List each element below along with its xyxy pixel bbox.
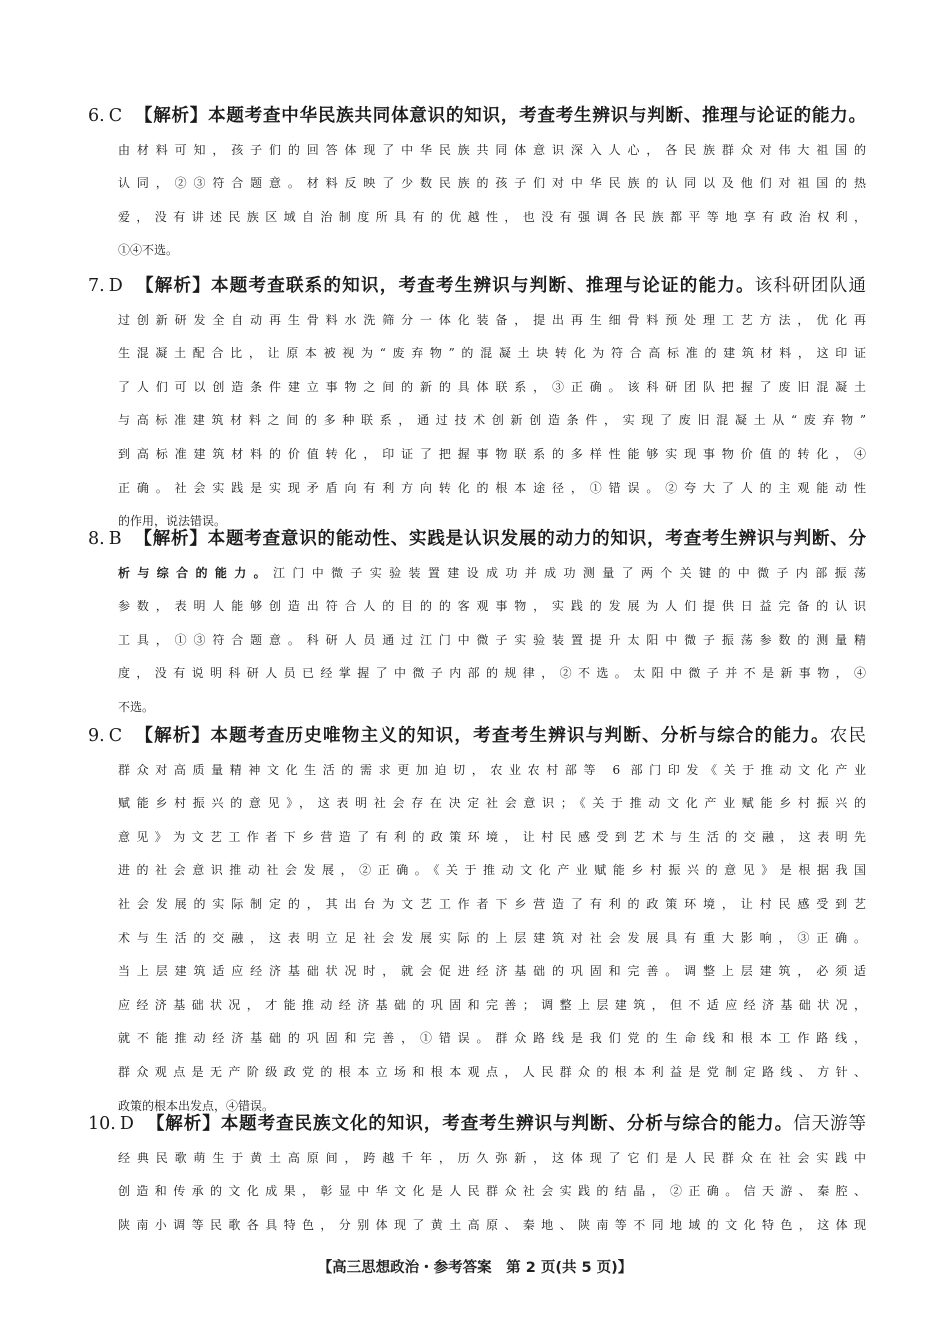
analysis-intro-continued: 析与综合的能力。 <box>118 565 273 580</box>
item-first-line <box>88 1108 866 1142</box>
text-line: 参数，表明人能够创造出符合人的目的的客观事物，实践的发展为人们提供日益完备的认识 <box>118 599 866 614</box>
answer-letter: C <box>108 726 123 746</box>
text-line: 群众对高质量精神文化生活的需求更加迫切，农业农村部等 6 部门印发《关于推动文化产业 <box>118 762 866 777</box>
text-line <box>88 557 866 591</box>
question-number: 10. <box>88 1114 116 1134</box>
answer-item-10 <box>88 1108 866 1242</box>
text-line: 认同，②③符合题意。材料反映了少数民族的孩子们对中华民族的认同以及他们对祖国的热 <box>118 176 866 191</box>
answer-item-9 <box>88 720 866 1123</box>
answer-letter: C <box>108 106 123 126</box>
analysis-tag: 【解析】 <box>133 529 208 549</box>
text-line: 术与生活的交融，这表明立足社会发展实际的上层建筑对社会发展具有重大影响，③正确。 <box>118 930 866 945</box>
answer-letter: D <box>108 276 123 296</box>
analysis-tag: 【解析】 <box>134 726 211 746</box>
text-line: 生混凝土配合比，让原本被视为“废弃物”的混凝土块转化为符合高标准的建筑材料，这印证 <box>118 346 866 361</box>
text-line: 过创新研发全自动再生骨料水洗筛分一体化装备，提出再生细骨料预处理工艺方法，优化再 <box>118 312 866 327</box>
analysis-tag: 【解析】 <box>134 106 209 126</box>
text-line: 应经济基础状况，才能推动经济基础的巩固和完善；调整上层建筑，但不适应经济基础状况， <box>118 997 866 1012</box>
analysis-intro: 本题考查民族文化的知识，考查考生辨识与判断、分析与综合的能力。 <box>220 1114 794 1134</box>
text-line: 与高标准建筑材料之间的多种联系，通过技术创新创造条件，实现了废旧混凝土从“废弃物” <box>118 413 866 428</box>
analysis-tag: 【解析】 <box>145 1114 221 1134</box>
item-first-line <box>88 270 866 304</box>
analysis-intro: 本题考查历史唯物主义的知识，考查考生辨识与判断、分析与综合的能力。 <box>210 726 830 746</box>
text-line: 经典民歌萌生于黄土高原间，跨越千年，历久弥新，这体现了它们是人民群众在社会实践中 <box>118 1150 866 1165</box>
text-line: 陕南小调等民歌各具特色，分别体现了黄土高原、秦地、陕南等不同地域的文化特色，这体现 <box>118 1217 866 1232</box>
answer-item-8 <box>88 523 866 725</box>
text-line: 工具，①③符合题意。科研人员通过江门中微子实验装置提升太阳中微子振荡参数的测量精 <box>118 632 866 647</box>
analysis-intro: 本题考查联系的知识，考查考生辨识与判断、推理与论证的能力。 <box>211 276 755 296</box>
text-line: 到高标准建筑材料的价值转化，印证了把握事物联系的多样性能够实现事物价值的转化，④ <box>118 446 866 461</box>
text-line: 进的社会意识推动社会发展，②正确。《关于推动文化产业赋能乡村振兴的意见》是根据我国 <box>118 863 866 878</box>
text-line: 创造和传承的文化成果，彰显中华文化是人民群众社会实践的结晶，②正确。信天游、秦腔、 <box>118 1184 866 1199</box>
answer-item-6 <box>88 100 866 268</box>
item-first-line <box>88 523 866 557</box>
analysis-intro-tail: 农民 <box>829 726 867 746</box>
item-first-line <box>88 720 866 754</box>
text-line: ①④不选。 <box>118 243 179 258</box>
analysis-intro: 本题考查中华民族共同体意识的知识，考查考生辨识与判断、推理与论证的能力。 <box>208 106 867 126</box>
answer-letter: B <box>108 529 122 549</box>
answer-letter: D <box>119 1114 134 1134</box>
text-line: 社会发展的实际制定的，其出台为文艺工作者下乡营造了有利的政策环境，让村民感受到艺 <box>118 896 866 911</box>
text-line: 正确。社会实践是实现矛盾向有利方向转化的根本途径，①错误。②夸大了人的主观能动性 <box>118 480 866 495</box>
text-line: 度，没有说明科研人员已经掌握了中微子内部的规律，②不选。太阳中微子并不是新事物，④ <box>118 666 866 681</box>
analysis-tag: 【解析】 <box>134 276 211 296</box>
page-footer: 【高三思想政治・参考答案 第 2 页(共 5 页)】 <box>317 1260 633 1276</box>
text-line: 意见》为文艺工作者下乡营造了有利的政策环境，让村民感受到艺术与生活的交融，这表明先 <box>118 829 866 844</box>
analysis-intro-tail: 该科研团队通 <box>754 276 867 296</box>
question-number: 6. <box>88 106 105 126</box>
text-line: 当上层建筑适应经济基础状况时，就会促进经济基础的巩固和完善。调整上层建筑，必须适 <box>118 964 866 979</box>
text-line: 群众观点是无产阶级政党的根本立场和根本观点，人民群众的根本利益是党制定路线、方针、 <box>118 1064 866 1079</box>
question-number: 7. <box>88 276 105 296</box>
question-number: 8. <box>88 529 105 549</box>
text-line: 就不能推动经济基础的巩固和完善，①错误。群众路线是我们党的生命线和根本工作路线， <box>118 1031 866 1046</box>
answer-item-7 <box>88 270 866 539</box>
question-number: 9. <box>88 726 105 746</box>
text-line: 由材料可知，孩子们的回答体现了中华民族共同体意识深入人心，各民族群众对伟大祖国的 <box>118 142 866 157</box>
analysis-intro-tail: 江门中微子实验装置建设成功并成功测量了两个关键的中微子内部振荡 <box>272 565 866 580</box>
text-line: 政策的根本出发点，④错误。 <box>118 1098 275 1113</box>
item-first-line <box>88 100 866 134</box>
text-line: 赋能乡村振兴的意见》，这表明社会存在决定社会意识；《关于推动文化产业赋能乡村振兴的 <box>118 796 866 811</box>
text-line: 的作用，说法错误。 <box>118 514 227 529</box>
analysis-intro-tail: 信天游等 <box>793 1114 867 1134</box>
analysis-intro: 本题考查意识的能动性、实践是认识发展的动力的知识，考查考生辨识与判断、分 <box>207 529 867 549</box>
text-line: 不选。 <box>118 699 155 714</box>
text-line: 爱，没有讲述民族区域自治制度所具有的优越性，也没有强调各民族都平等地享有政治权利， <box>118 209 866 224</box>
text-line: 了人们可以创造条件建立事物之间的新的具体联系，③正确。该科研团队把握了废旧混凝土 <box>118 379 866 394</box>
